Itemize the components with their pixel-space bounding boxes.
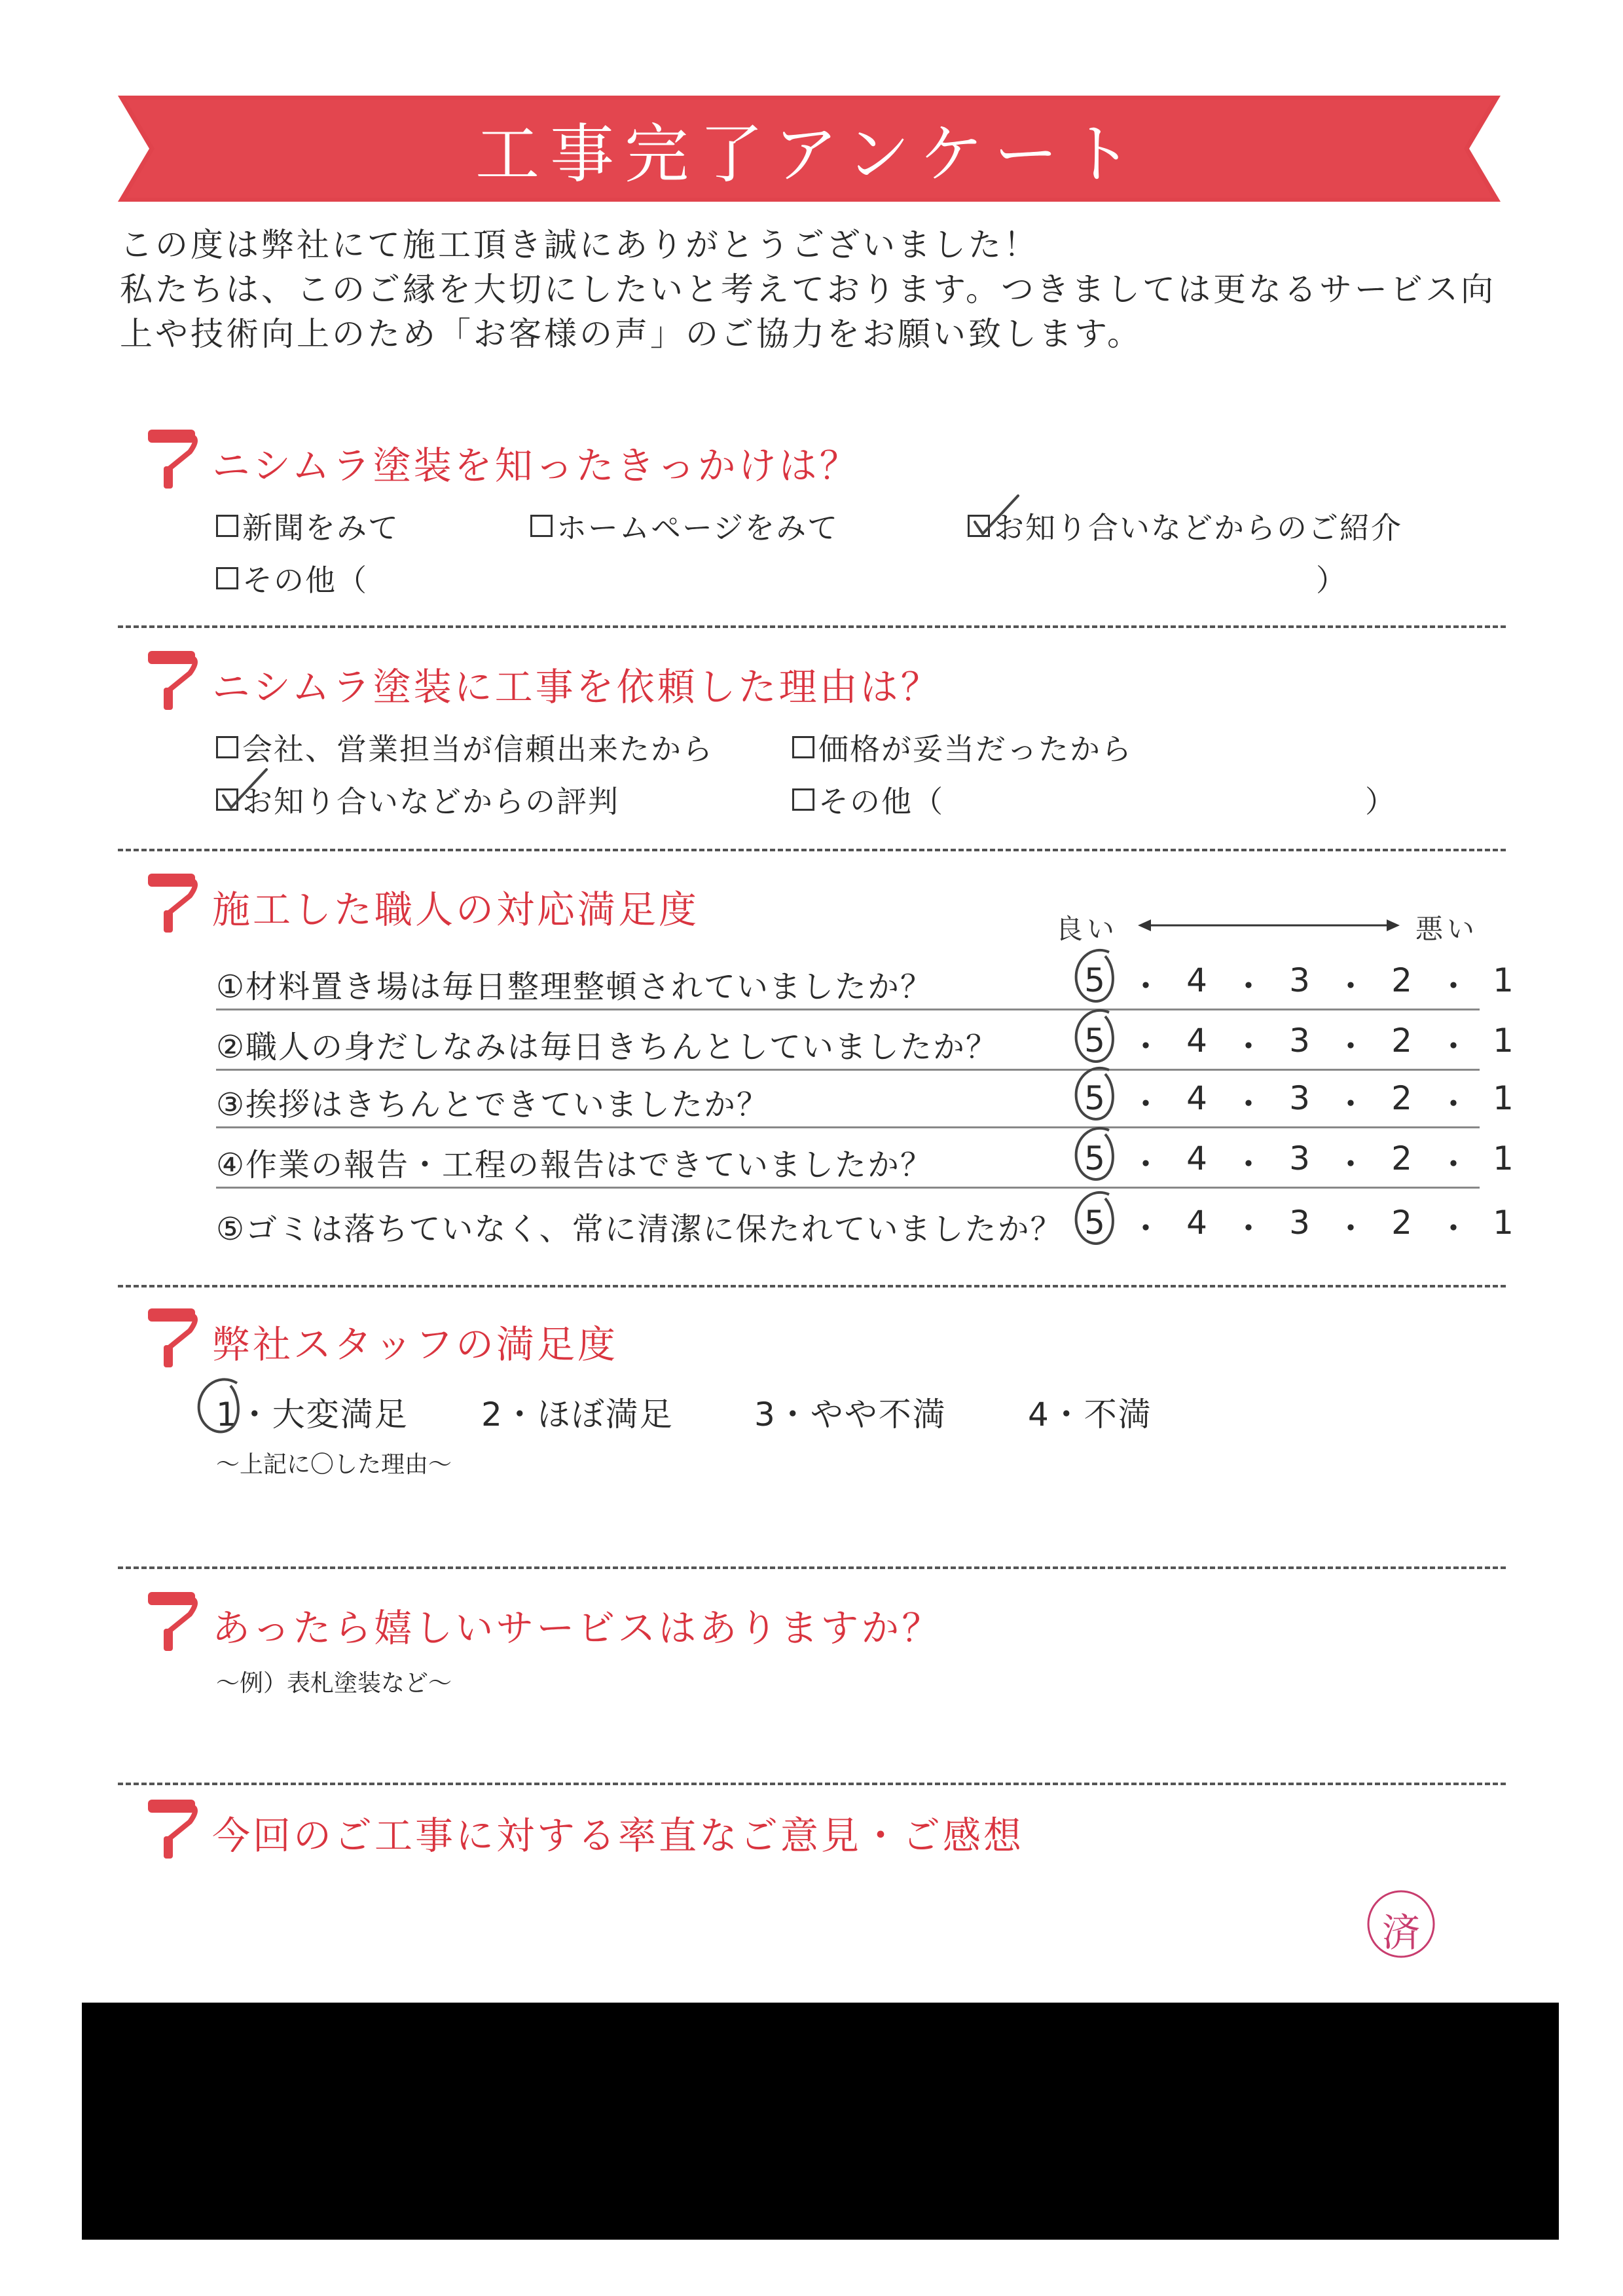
checkbox-checked[interactable] xyxy=(216,788,238,811)
option-label: お知り合いなどからのご紹介 xyxy=(994,510,1402,546)
rating-question: ⑤ゴミは落ちていなく、常に清潔に保たれていましたか？ xyxy=(216,1211,1063,1248)
option-reputation[interactable] xyxy=(216,778,619,821)
choice-mostly-satisfied[interactable] xyxy=(481,1388,674,1435)
rating-separator: ・ xyxy=(1437,967,1470,1005)
rating-score-1[interactable]: 1 xyxy=(1493,1079,1514,1117)
section-header-q6 xyxy=(144,1796,1322,1861)
rating-score-2[interactable]: 2 xyxy=(1391,1204,1412,1242)
rating-score-3[interactable]: 3 xyxy=(1289,1022,1310,1060)
section-title: ニシムラ塗装を知ったきっかけは？ xyxy=(212,443,860,488)
processed-stamp xyxy=(1363,1886,1439,1962)
option-label: 新聞をみて xyxy=(242,510,399,546)
rating-separator: ・ xyxy=(1334,1085,1367,1123)
option-homepage[interactable] xyxy=(530,504,839,547)
other-close-paren: ） xyxy=(1365,784,1395,819)
option-trust[interactable] xyxy=(216,726,714,769)
rating-separator: ・ xyxy=(1334,967,1367,1005)
dashed-divider xyxy=(118,625,1506,628)
rating-separator: ・ xyxy=(1129,967,1162,1005)
option-other[interactable] xyxy=(792,778,944,821)
intro-line: 上や技術向上のため「お客様の声」のご協力をお願い致します。 xyxy=(120,315,1142,353)
rating-score-4[interactable]: 4 xyxy=(1186,1139,1207,1177)
option-referral[interactable] xyxy=(968,504,1402,547)
redacted-block xyxy=(82,2003,1559,2240)
checkbox[interactable] xyxy=(216,736,238,758)
rating-score-5[interactable]: 5 xyxy=(1084,1079,1105,1117)
option-label: ホームページをみて xyxy=(556,510,839,546)
stamp-text: 済 xyxy=(1381,1910,1420,1955)
rating-score-1[interactable]: 1 xyxy=(1493,961,1514,999)
double-arrow-icon xyxy=(1138,916,1400,935)
rating-question: ③挨拶はきちんとできていましたか？ xyxy=(216,1086,770,1123)
paint-roller-icon xyxy=(144,1588,203,1654)
rating-score-1[interactable]: 1 xyxy=(1493,1204,1514,1242)
title-ribbon xyxy=(118,96,1501,202)
section-header-q1 xyxy=(144,426,1322,491)
rating-score-5[interactable]: 5 xyxy=(1084,1204,1105,1242)
intro-line: この度は弊社にて施工頂き誠にありがとうございました！ xyxy=(120,226,1039,264)
rating-score-1[interactable]: 1 xyxy=(1493,1022,1514,1060)
rating-score-4[interactable]: 4 xyxy=(1186,1204,1207,1242)
checkbox[interactable] xyxy=(530,515,553,537)
paint-roller-icon xyxy=(144,870,203,935)
rating-score-3[interactable]: 3 xyxy=(1289,1139,1310,1177)
section-header-q2 xyxy=(144,647,1322,713)
rating-separator: ・ xyxy=(1129,1145,1162,1183)
scale-bad-label: 悪い xyxy=(1415,913,1479,945)
scale-good-label: 良い xyxy=(1055,913,1119,945)
section-title: 弊社スタッフの満足度 xyxy=(212,1322,619,1367)
section-title: 今回のご工事に対する率直なご意見・ご感想 xyxy=(212,1813,1025,1858)
intro-line: 私たちは、このご縁を大切にしたいと考えております。つきましては更なるサービス向 xyxy=(120,270,1496,308)
option-label: 会社、営業担当が信頼出来たから xyxy=(242,731,714,767)
rating-score-1[interactable]: 1 xyxy=(1493,1139,1514,1177)
rating-score-3[interactable]: 3 xyxy=(1289,1079,1310,1117)
hand-drawn-circle xyxy=(191,1370,257,1442)
section-title: ニシムラ塗装に工事を依頼した理由は？ xyxy=(212,665,941,709)
rating-separator: ・ xyxy=(1334,1210,1367,1248)
rating-separator: ・ xyxy=(1437,1145,1470,1183)
rating-separator: ・ xyxy=(1129,1028,1162,1065)
rating-row xyxy=(216,1066,1514,1128)
section-header-q4 xyxy=(144,1305,1322,1370)
choice-somewhat-dissatisfied[interactable] xyxy=(754,1388,947,1435)
rating-question: ④作業の報告・工程の報告はできていましたか？ xyxy=(216,1147,934,1183)
example-label: ～例）表札塗装など～ xyxy=(216,1670,452,1697)
rating-score-4[interactable]: 4 xyxy=(1186,1079,1207,1117)
rating-score-3[interactable]: 3 xyxy=(1289,961,1310,999)
rating-score-5[interactable]: 5 xyxy=(1084,1139,1105,1177)
rating-row xyxy=(216,948,1514,1010)
rating-score-5[interactable]: 5 xyxy=(1084,961,1105,999)
intro-text xyxy=(120,223,1508,356)
rating-separator: ・ xyxy=(1232,1145,1265,1183)
rating-separator: ・ xyxy=(1437,1028,1470,1065)
rating-separator: ・ xyxy=(1232,1210,1265,1248)
rating-separator: ・ xyxy=(1232,1028,1265,1065)
rating-separator: ・ xyxy=(1232,967,1265,1005)
choice-label: 4・不満 xyxy=(1028,1396,1152,1434)
paint-roller-icon xyxy=(144,426,203,491)
rating-row xyxy=(216,1126,1514,1189)
rating-separator: ・ xyxy=(1334,1145,1367,1183)
choice-label: 1・大変満足 xyxy=(216,1396,409,1434)
paint-roller-icon xyxy=(144,1796,203,1861)
rating-score-5[interactable]: 5 xyxy=(1084,1022,1105,1060)
rating-separator: ・ xyxy=(1129,1210,1162,1248)
rating-score-3[interactable]: 3 xyxy=(1289,1204,1310,1242)
paint-roller-icon xyxy=(144,1305,203,1370)
dashed-divider xyxy=(118,849,1506,851)
option-label: その他（ xyxy=(242,563,368,598)
page-title: 工事完了アンケート xyxy=(475,117,1144,192)
reason-label: ～上記に〇した理由～ xyxy=(216,1451,452,1478)
rating-separator: ・ xyxy=(1334,1028,1367,1065)
dashed-divider xyxy=(118,1566,1506,1569)
rating-row xyxy=(216,1191,1514,1251)
other-close-paren: ） xyxy=(1316,563,1346,598)
dashed-divider xyxy=(118,1285,1506,1287)
rating-separator: ・ xyxy=(1129,1085,1162,1123)
rating-question: ②職人の身だしなみは毎日きちんとしていましたか？ xyxy=(216,1029,999,1065)
rating-score-2[interactable]: 2 xyxy=(1391,1079,1412,1117)
option-label: その他（ xyxy=(818,784,944,819)
rating-score-4[interactable]: 4 xyxy=(1186,1022,1207,1060)
checkbox[interactable] xyxy=(216,567,238,589)
option-newspaper[interactable] xyxy=(216,504,399,547)
option-label: お知り合いなどからの評判 xyxy=(242,784,619,819)
rating-separator: ・ xyxy=(1437,1210,1470,1248)
checkbox[interactable] xyxy=(792,736,814,758)
section-title: 施工した職人の対応満足度 xyxy=(212,887,700,932)
rating-score-4[interactable]: 4 xyxy=(1186,961,1207,999)
checkbox[interactable] xyxy=(792,788,814,811)
rating-score-2[interactable]: 2 xyxy=(1391,1139,1412,1177)
rating-question: ①材料置き場は毎日整理整頓されていましたか？ xyxy=(216,969,934,1005)
rating-row xyxy=(216,1009,1514,1071)
rating-score-2[interactable]: 2 xyxy=(1391,1022,1412,1060)
paint-roller-icon xyxy=(144,647,203,713)
option-label: 価格が妥当だったから xyxy=(818,731,1133,767)
checkbox-checked[interactable] xyxy=(968,515,990,537)
option-price[interactable] xyxy=(792,726,1133,769)
section-title: あったら嬉しいサービスはありますか？ xyxy=(212,1606,943,1650)
choice-label: 3・やや不満 xyxy=(754,1396,947,1434)
dashed-divider xyxy=(118,1783,1506,1785)
option-other[interactable] xyxy=(216,557,368,600)
rating-score-2[interactable]: 2 xyxy=(1391,961,1412,999)
rating-separator: ・ xyxy=(1232,1085,1265,1123)
choice-label: 2・ほぼ満足 xyxy=(481,1396,674,1434)
rating-separator: ・ xyxy=(1437,1085,1470,1123)
section-header-q5 xyxy=(144,1588,1322,1654)
checkbox[interactable] xyxy=(216,515,238,537)
choice-dissatisfied[interactable] xyxy=(1028,1388,1152,1435)
